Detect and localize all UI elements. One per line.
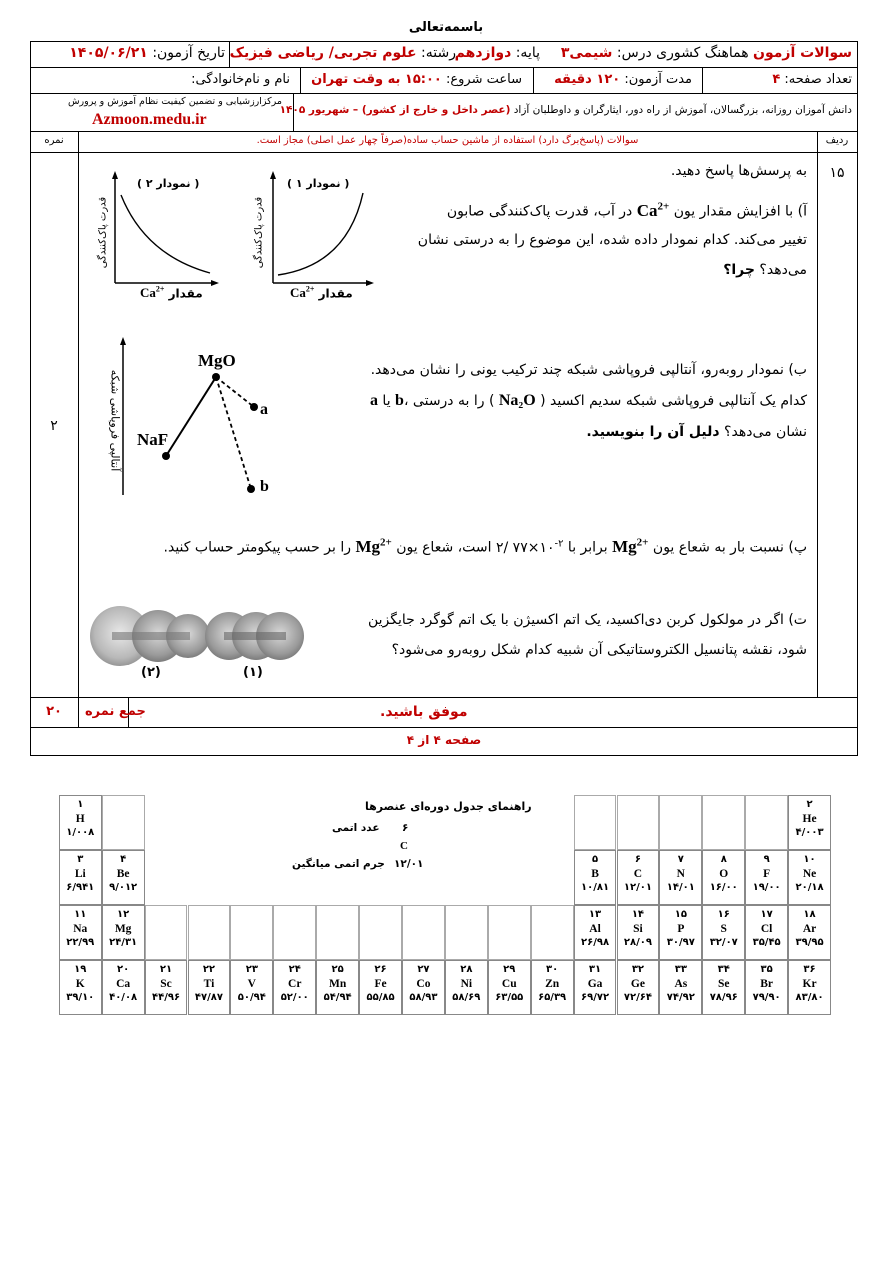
element-number: ۳۳ [674,964,687,975]
element-mass: ۲۶/۹۸ [581,937,610,948]
page-number: صفحه ۴ از ۴ [406,733,482,747]
good-luck: موفق باشید. [380,704,468,720]
element-mass: ۷۹/۹۰ [752,992,781,1003]
element-number: ۱ [77,799,84,810]
element-symbol: He [802,813,817,825]
element-p [659,905,702,960]
pt-guide-mass: ۱۲/۰۱ [394,858,424,870]
element-number: ۹ [763,854,770,865]
element-s [702,905,745,960]
pt-empty-cell [574,795,617,850]
element-number: ۲۵ [331,964,344,975]
element-mass: ۱۰/۸۱ [581,882,610,893]
question-score: ۲ [50,418,58,434]
element-number: ۴ [120,854,127,865]
element-mass: ۴۴/۹۶ [152,992,181,1003]
element-number: ۲۶ [374,964,387,975]
part-b-line2: a یا b، کدام یک آنتالپی فروپاشی شبکه سدیم اکسید ( Na₂O ) را به درستی [369,392,807,409]
element-mass: ۷۸/۹۶ [709,992,738,1003]
page-count: تعداد صفحه: ۴ [772,72,852,87]
element-mass: ۱۹/۰۰ [752,882,781,893]
element-symbol: Ar [802,923,817,935]
model2-label: (۲) [141,665,161,680]
element-mass: ۶۹/۷۲ [581,992,610,1003]
pt-empty-cell [102,795,145,850]
element-symbol: Zn [545,978,560,990]
element-b [574,850,617,905]
element-li [59,850,102,905]
element-number: ۲۱ [159,964,173,975]
element-number: ۲ [806,799,813,810]
pt-empty-cell [273,905,316,960]
duration: مدت آزمون: ۱۲۰ دقیقه [554,72,692,87]
element-mass: ۵۰/۹۴ [237,992,266,1003]
element-co [402,960,445,1015]
total-label: جمع نمره [85,704,146,719]
element-number: ۱۳ [588,909,602,920]
element-ge [617,960,660,1015]
element-ne [788,850,831,905]
question-number: ۱۵ [829,165,845,181]
element-symbol: Co [416,978,431,990]
pt-empty-cell [745,795,788,850]
molecule-models [88,600,308,670]
pt-empty-cell [617,795,660,850]
element-mass: ۳۲/۰۷ [709,937,738,948]
graph1-xlabel: $Ca^{2+}$ مقدار [290,285,353,301]
model-2 [90,606,210,666]
element-number: ۲۳ [245,964,258,975]
element-ar [788,905,831,960]
element-mass: ۸۳/۸۰ [795,992,824,1003]
graph1-title: ( نمودار ۱ ) [287,177,350,190]
element-mass: ۲۴/۳۱ [109,937,138,948]
element-sc [145,960,188,1015]
element-symbol: S [720,923,727,935]
element-number: ۳۴ [717,964,730,975]
element-symbol: Ne [802,868,817,880]
element-number: ۲۴ [288,964,301,975]
element-number: ۲۷ [417,964,430,975]
element-number: ۱۵ [674,909,687,920]
graph1-ylabel: قدرت پاک‌کنندگی [253,196,265,269]
element-number: ۱۴ [631,909,645,920]
pt-empty-cell [145,905,188,960]
element-mass: ۷۴/۹۲ [666,992,695,1003]
element-number: ۳۶ [803,964,816,975]
question-intro: به پرسش‌ها پاسخ دهید. [670,163,807,179]
pt-empty-cell [402,905,445,960]
element-na [59,905,102,960]
element-mass: ۷۲/۶۴ [623,992,652,1003]
element-mass: ۱۶/۰۰ [709,882,738,893]
element-symbol: Al [589,923,601,935]
element-symbol: Cu [501,978,517,990]
element-symbol: Br [760,978,774,990]
element-mass: ۴۰/۰۸ [109,992,138,1003]
element-symbol: N [676,868,685,880]
part-a-line3: می‌دهد؟ چرا؟ [723,262,807,278]
element-symbol: Kr [802,978,817,990]
element-number: ۷ [677,854,684,865]
element-symbol: Be [116,868,130,880]
student-name: نام و نام‌خانوادگی: [191,72,290,87]
element-number: ۳۲ [631,964,645,975]
element-number: ۶ [634,854,641,865]
part-t-line1: ت) اگر در مولکول کربن دی‌اکسید، یک اتم اکسیژن با یک اتم گوگرد جایگزین [367,612,807,628]
element-mass: ۲۲/۹۹ [66,937,95,948]
lattice-ylabel: آنتالپی فروپاشی شبکه [108,369,122,472]
part-b-line3: نشان می‌دهد؟ دلیل آن را بنویسید. [586,424,807,440]
element-symbol: Ge [630,978,645,990]
element-as [659,960,702,1015]
col-row: ردیف [825,135,849,146]
element-c [617,850,660,905]
graph2-ylabel: قدرت پاک‌کنندگی [97,196,109,269]
part-a-line1: آ) با افزایش مقدار یون $Ca^{2+}$ در آب، قدرت پاک‌کنندگی صابون [446,200,807,220]
element-number: ۱۲ [117,909,130,920]
element-symbol: B [591,868,599,880]
element-al [574,905,617,960]
element-mass: ۵۵/۸۵ [366,992,395,1003]
element-symbol: Mg [114,923,132,935]
model-1 [205,612,304,660]
element-mass: ۵۴/۹۴ [323,992,352,1003]
element-symbol: Fe [374,978,387,990]
element-mass: ۱۲/۰۱ [623,882,652,893]
element-symbol: H [75,813,85,825]
start-time: ساعت شروع: ۱۵:۰۰ به وقت تهران [311,72,522,87]
element-mass: ۲۰/۱۸ [795,882,824,893]
label-mgo: MgO [198,351,236,370]
element-symbol: Cl [760,923,773,935]
element-symbol: Sc [160,978,172,990]
pt-empty-cell [230,905,273,960]
model1-label: (۱) [243,665,263,680]
element-number: ۱۶ [717,909,730,920]
element-mass: ۳۰/۹۷ [666,937,695,948]
pt-guide-mass-label: جرم اتمی میانگین [292,858,385,870]
element-cu [488,960,531,1015]
element-ca [102,960,145,1015]
element-kr [788,960,831,1015]
point-naf [162,452,170,460]
element-symbol: Ga [587,978,603,990]
graph2-xlabel: $Ca^{2+}$ مقدار [140,285,203,301]
element-se [702,960,745,1015]
element-number: ۳۰ [546,964,559,975]
label-b: b [260,478,269,495]
element-mass: ۳۹/۱۰ [66,992,95,1003]
exam-title: سوالات آزمون هماهنگ کشوری درس: شیمی۳ [560,45,852,61]
page-top-title: باسمه‌تعالی [408,20,484,35]
pt-empty-cell [659,795,702,850]
element-v [230,960,273,1015]
pt-empty-cell [531,905,574,960]
pt-empty-cell [702,795,745,850]
pt-guide-number: ۶ [402,822,409,834]
pt-guide-number-label: عدد اتمی [332,822,380,834]
element-mass: ۶/۹۴۱ [66,882,95,893]
element-o [702,850,745,905]
element-number: ۱۹ [74,964,87,975]
element-number: ۳ [77,854,84,865]
element-br [745,960,788,1015]
element-cr [273,960,316,1015]
pt-empty-cell [488,905,531,960]
element-mass: ۴/۰۰۳ [795,827,824,838]
center-name: مرکزارزشیابی و تضمین کیفیت نظام آموزش و پرورش [67,96,282,107]
element-symbol: Ni [460,978,473,990]
element-number: ۳۱ [588,964,602,975]
element-mass: ۹/۰۱۲ [109,882,138,893]
total-score: ۲۰ [46,704,62,719]
part-t-line2: شود، نقشه پتانسیل الکتروستاتیکی آن شبیه کدام شکل روبه‌رو می‌شود؟ [391,642,807,658]
element-mass: ۶۳/۵۵ [495,992,524,1003]
element-number: ۳۵ [760,964,773,975]
pt-empty-cell [445,905,488,960]
element-ga [574,960,617,1015]
element-mass: ۳۵/۴۵ [752,937,781,948]
pt-guide-title: راهنمای جدول دوره‌ای عنصرها [365,800,532,813]
pt-empty-cell [316,905,359,960]
element-mass: ۳۹/۹۵ [795,937,824,948]
point-mgo [212,373,220,381]
element-number: ۱۷ [760,909,773,920]
element-k [59,960,102,1015]
element-symbol: O [719,868,729,880]
pt-empty-cell [188,905,231,960]
part-a-line2: تغییر می‌کند. کدام نمودار داده شده، این موضوع را به درستی نشان [417,232,807,248]
element-symbol: Cr [288,978,302,990]
point-b [247,485,255,493]
element-n [659,850,702,905]
element-mg [102,905,145,960]
part-p: پ) نسبت بار به شعاع یون $Mg^{2+}$ برابر با ۲/ $۷۷\times ۱۰^{-۲}$ است، شعاع یون $Mg^{2+}$ را بر حسب پیکومتر حساب کنید. [163,536,807,556]
element-symbol: V [247,978,256,990]
element-symbol: C [633,868,643,880]
website: Azmoon.medu.ir [92,111,207,128]
exam-date: تاریخ آزمون: ۱۴۰۵/۰۶/۲۱ [69,45,225,61]
element-number: ۵ [591,854,599,865]
pt-empty-cell [359,905,402,960]
element-number: ۲۹ [503,964,516,975]
graph2-title: ( نمودار ۲ ) [137,177,200,190]
element-number: ۱۰ [803,854,816,865]
element-number: ۲۸ [460,964,473,975]
field: رشته: علوم تجربی/ ریاضی فیزیک [229,45,456,61]
element-symbol: Mn [329,978,347,990]
element-number: ۸ [720,854,727,865]
element-symbol: As [674,978,688,990]
element-symbol: Se [717,978,730,990]
element-symbol: P [677,923,685,935]
element-si [617,905,660,960]
element-fe [359,960,402,1015]
element-be [102,850,145,905]
element-h [59,795,102,850]
element-mass: ۵۸/۶۹ [452,992,481,1003]
element-number: ۱۱ [74,909,87,920]
students-info: دانش آموزان روزانه، بزرگسالان، آموزش از راه دور، ایثارگران و داوطلبان آزاد (عصر داخل و خارج از کشور) – شهریور ۱۴۰۵ [279,104,852,116]
element-mass: ۱۴/۰۱ [666,882,695,893]
element-mass: ۲۸/۰۹ [623,937,652,948]
element-symbol: Ti [203,978,215,990]
element-mass: ۶۵/۳۹ [538,992,567,1003]
element-number: ۱۸ [803,909,816,920]
col-questions: سوالات (پاسخ‌برگ دارد) استفاده از ماشین حساب ساده(صرفاً چهار عمل اصلی) مجاز است. [256,135,639,146]
element-symbol: Si [633,923,643,935]
element-mass: ۵۲/۰۰ [280,992,309,1003]
element-cl [745,905,788,960]
element-mass: ۵۸/۹۳ [409,992,438,1003]
element-mass: ۴۷/۸۷ [194,992,223,1003]
element-symbol: K [75,978,85,990]
part-b-line1: ب) نمودار روبه‌رو، آنتالپی فروپاشی شبکه چند ترکیب یونی را نشان می‌دهد. [370,362,807,378]
element-mn [316,960,359,1015]
element-number: ۲۰ [117,964,130,975]
col-score: نمره [44,135,64,146]
label-a: a [260,401,268,418]
periodic-table [59,795,831,1015]
element-symbol: Li [74,868,86,880]
grade: پایه: دوازدهم [454,45,540,61]
element-he [788,795,831,850]
point-a [250,403,258,411]
element-f [745,850,788,905]
element-symbol: F [763,868,771,880]
element-symbol: Ca [116,978,131,990]
label-naf: NaF [137,430,169,449]
element-symbol: Na [73,923,88,935]
pt-guide-symbol: C [400,840,408,852]
element-number: ۲۲ [202,964,216,975]
element-zn [531,960,574,1015]
element-ni [445,960,488,1015]
element-mass: ۱/۰۰۸ [66,827,95,838]
element-ti [188,960,231,1015]
